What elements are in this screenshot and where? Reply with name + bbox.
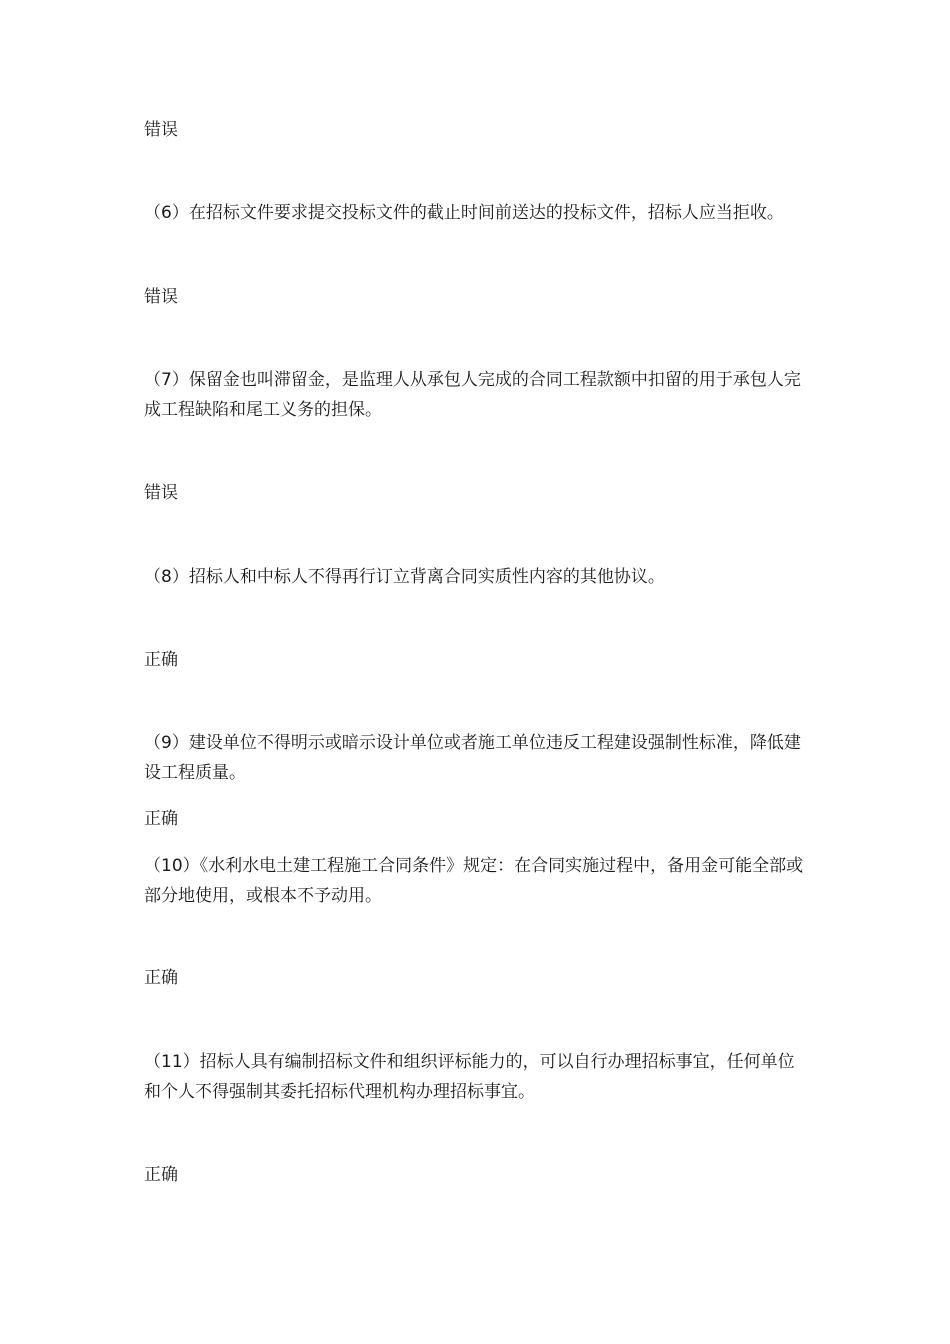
answer-8: 正确 — [144, 650, 178, 670]
question-8: （8）招标人和中标人不得再行订立背离合同实质性内容的其他协议。 — [144, 567, 665, 587]
question-9: （9）建设单位不得明示或暗示设计单位或者施工单位违反工程建设强制性标准，降低建设工程质量。 — [144, 733, 801, 783]
question-6: （6）在招标文件要求提交投标文件的截止时间前送达的投标文件，招标人应当拒收。 — [144, 203, 784, 223]
answer-11: 正确 — [144, 1165, 178, 1185]
question-10: （10）《水利水电土建工程施工合同条件》规定：在合同实施过程中，备用金可能全部或部分地使用，或根本不予动用。 — [144, 856, 804, 906]
answer-10: 正确 — [144, 968, 178, 988]
answer-9: 正确 — [144, 809, 178, 829]
answer-5: 错误 — [144, 120, 178, 140]
answer-6: 错误 — [144, 287, 178, 307]
answer-7: 错误 — [144, 483, 178, 503]
question-7: （7）保留金也叫滞留金，是监理人从承包人完成的合同工程款额中扣留的用于承包人完成工程缺陷和尾工义务的担保。 — [144, 370, 801, 420]
question-11: （11）招标人具有编制招标文件和组织评标能力的，可以自行办理招标事宜，任何单位和个人不得强制其委托招标代理机构办理招标事宜。 — [144, 1052, 795, 1102]
